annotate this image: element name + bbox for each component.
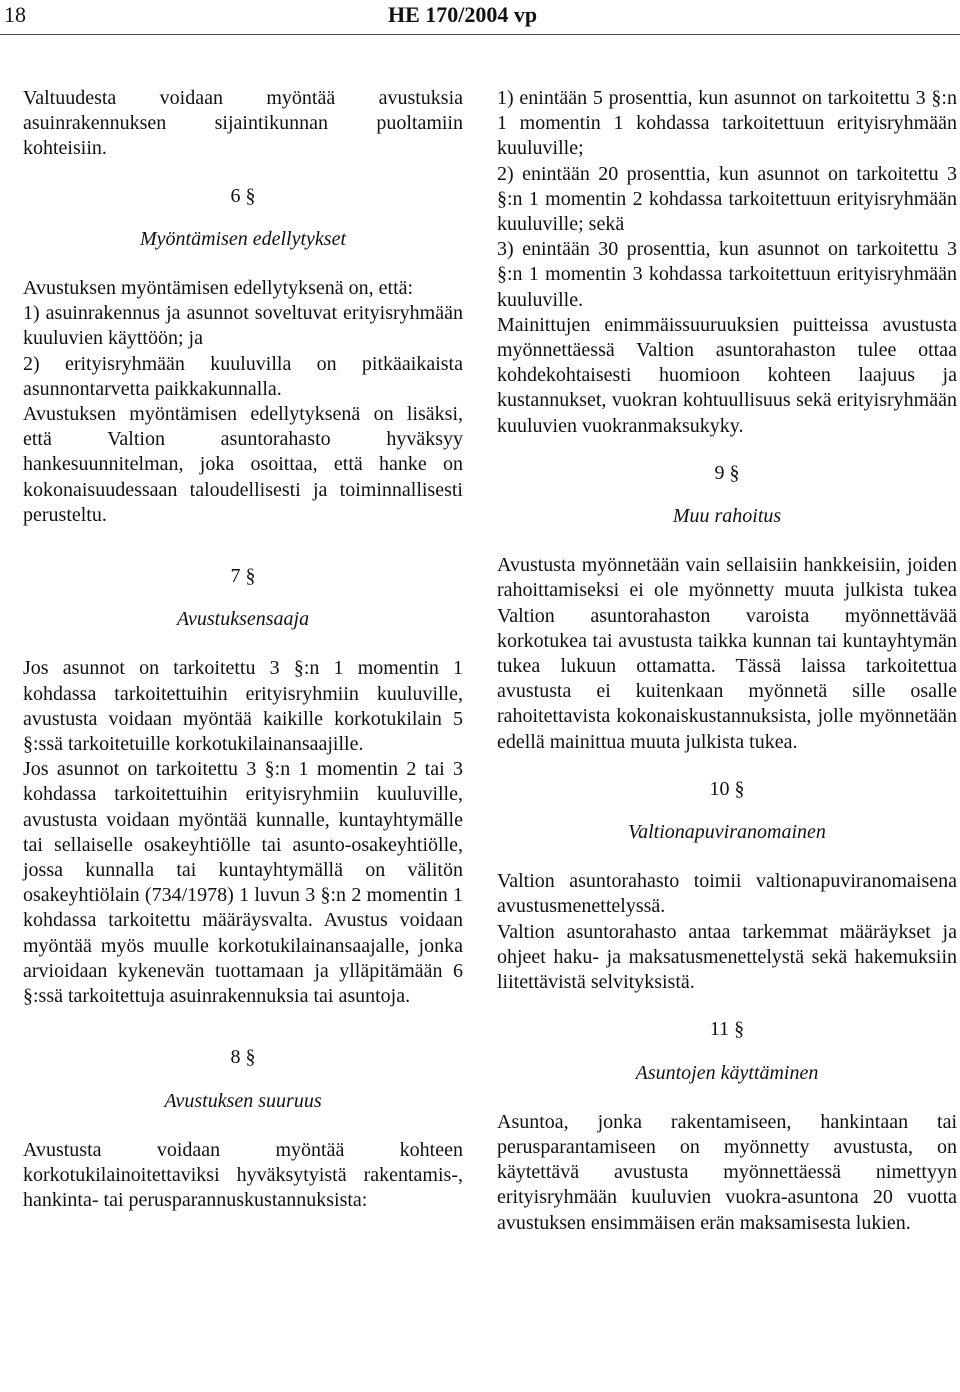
- section-heading-8: Avustuksen suuruus: [164, 1089, 322, 1112]
- right-column: [497, 86, 957, 1236]
- page-header: [0, 0, 960, 35]
- section-heading-7: Avustuksensaaja: [176, 608, 310, 631]
- paragraph: Jos asunnot on tarkoitettu 3 §:n 1 momentin 1 kohdassa tarkoitettuihin erityisryhmiin kuuluville, avustusta voidaan myöntää kaikille korkotukilain 5 §:ssä tarkoitetuille korkotukilainansaajille.: [23, 657, 463, 756]
- section-heading-10: Valtionapuviranomainen: [628, 821, 826, 844]
- paragraph: 1) asuinrakennus ja asunnot soveltuvat erityisryhmään kuuluvien käyttöön; ja: [23, 302, 463, 350]
- paragraph: 1) enintään 5 prosenttia, kun asunnot on tarkoitettu 3 §:n 1 momentin 1 kohdassa tarkoitettuun erityisryhmään kuuluville;: [497, 87, 957, 160]
- paragraph: Valtion asuntorahasto toimii valtionapuviranomaisena avustusmenettelyssä.: [497, 870, 957, 918]
- paragraph: Valtuudesta voidaan myöntää avustuksia asuinrakennuksen sijaintikunnan puoltamiin kohteisiin.: [23, 87, 463, 160]
- section-heading-6: Myöntämisen edellytykset: [139, 227, 347, 250]
- paragraph: Mainittujen enimmäissuuruuksien puitteissa avustusta myönnettäessä Valtion asuntorahaston tulee ottaa kohdekohtaisesti huomioon kohteen laajuus ja kustannukset, vuokran kohtuullisuus sekä erityisryhmään kuuluvien vuokranmaksukyky.: [497, 313, 957, 437]
- left-column: [23, 86, 463, 1213]
- paragraph: Jos asunnot on tarkoitettu 3 §:n 1 momentin 2 tai 3 kohdassa tarkoitettuihin erityisryhmiin kuuluville, avustusta voidaan myöntää kunnalle, kuntayhtymälle tai sellaiselle osakeyhtiölle tai asunto-osakeyhtiölle, jossa kunnalla tai kuntayhtymällä on välitön osakeyhtiölain (734/1978) 1 luvun 3 §:n 2 momentin 1 kohdassa tarkoitettu määräysvalta. Avustus voidaan myöntää myös muulle korkotukilainansaajalle, jonka arvioidaan kykenevän tuottamaan ja ylläpitämään 6 §:ssä tarkoitettuja asuinrakennuksia tai asuntoja.: [23, 758, 463, 1008]
- paragraph: 2) enintään 20 prosenttia, kun asunnot on tarkoitettu 3 §:n 1 momentin 2 kohdassa tarkoitettuun erityisryhmään kuuluville; sekä: [497, 162, 957, 236]
- section-heading-9: Muu rahoitus: [672, 505, 782, 528]
- section-number-10: 10 §: [709, 777, 745, 800]
- page-number: 18: [4, 2, 26, 27]
- paragraph: Asuntoa, jonka rakentamiseen, hankintaan tai perusparantamiseen on myönnetty avustusta, on käytettävä avustusta myönnettäessä nimettyyn erityisryhmään kuuluvien vuokra-asuntona 20 vuotta avustuksen ensimmäisen erän maksamisesta lukien.: [497, 1110, 957, 1234]
- paragraph: Valtion asuntorahasto antaa tarkemmat määräykset ja ohjeet haku- ja maksatusmenettelystä sekä hakemuksiin liitettävistä selvityksistä.: [497, 920, 957, 994]
- paragraph: 2) erityisryhmään kuuluvilla on pitkäaikaista asunnontarvetta paikkakunnalla.: [23, 352, 463, 400]
- section-number-9: 9 §: [714, 461, 740, 484]
- paragraph: Avustusta voidaan myöntää kohteen korkotukilainoitettaviksi hyväksytyistä rakentamis-, hankinta- tai perusparannuskustannuksista:: [23, 1138, 463, 1212]
- paragraph: Avustusta myönnetään vain sellaisiin hankkeisiin, joiden rahoittamiseksi ei ole myönnetty muuta julkista tukea Valtion asuntorahaston varoista myönnettävää korkotukea tai avustusta taikka kunnan tai kuntayhtymän tukea lukuun ottamatta. Tässä laissa tarkoitettua avustusta ei kuitenkaan myönnetä sille osalle rahoitettavista kokonaiskustannuksista, jolle myönnetään edellä mainittua muuta julkista tukea.: [497, 554, 957, 753]
- section-number-11: 11 §: [709, 1018, 745, 1041]
- section-number-8: 8 §: [230, 1046, 256, 1069]
- paragraph: 3) enintään 30 prosenttia, kun asunnot on tarkoitettu 3 §:n 1 momentin 3 kohdassa tarkoitettuun erityisryhmään kuuluville.: [497, 238, 957, 311]
- paragraph: Avustuksen myöntämisen edellytyksenä on, että:: [23, 277, 414, 300]
- section-number-6: 6 §: [230, 184, 256, 207]
- document-id: HE 170/2004 vp: [388, 2, 538, 27]
- section-number-7: 7 §: [230, 565, 256, 588]
- section-heading-11: Asuntojen käyttäminen: [635, 1061, 819, 1084]
- paragraph: Avustuksen myöntämisen edellytyksenä on lisäksi, että Valtion asuntorahasto hyväksyy hankesuunnitelman, joka osoittaa, että hanke on kokonaisuudessaan taloudellisesti ja toiminnallisesti perusteltu.: [23, 403, 463, 526]
